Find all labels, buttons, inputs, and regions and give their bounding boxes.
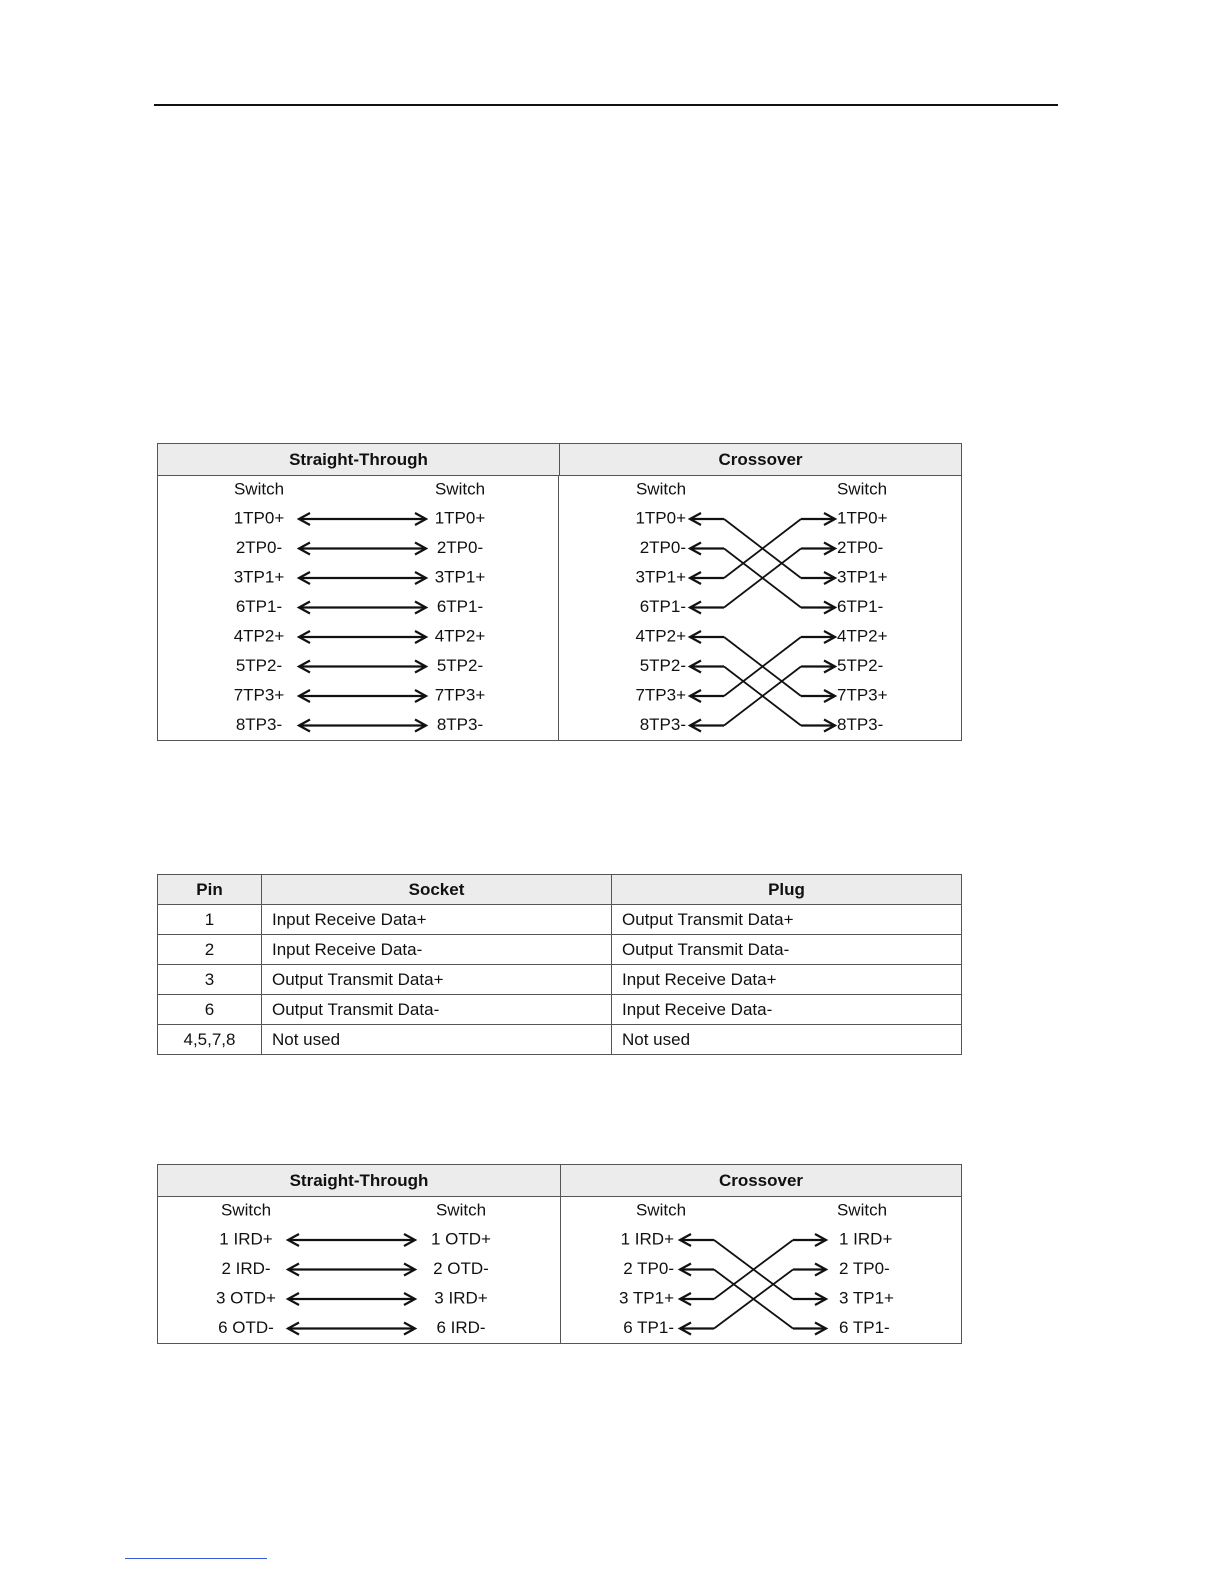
straight-left-pin: 5TP2- (235, 655, 283, 675)
plug-cell: Input Receive Data- (612, 995, 962, 1025)
crossover-left-pin: 1TP0+ (635, 508, 686, 528)
rj45-pin-table (157, 874, 962, 1055)
crossover-left-pin: 5TP2- (639, 655, 686, 675)
crossover-left-pin: 2TP0- (639, 537, 686, 557)
straight-left-pin: 2 IRD- (221, 1258, 271, 1278)
table-row (158, 965, 962, 995)
straight-right-pin: 3TP1+ (434, 567, 486, 587)
plug-cell: Not used (612, 1025, 962, 1055)
crossover-left-pin: 7TP3+ (635, 685, 686, 705)
crossover-title: Crossover (560, 1165, 961, 1196)
straight-left-pin: 3TP1+ (233, 567, 285, 587)
table-header-row (158, 875, 962, 905)
crossover-right-pin: 3TP1+ (837, 567, 888, 587)
straight-right-pin: 1 OTD+ (431, 1229, 491, 1249)
straight-through-title: Straight-Through (289, 449, 428, 469)
socket-cell: Input Receive Data- (262, 935, 612, 965)
plug-header: Plug (612, 875, 962, 905)
socket-cell: Output Transmit Data- (262, 995, 612, 1025)
straight-right-pin: 8TP3- (436, 714, 484, 734)
socket-cell: Input Receive Data+ (262, 905, 612, 935)
straight-left-pin: 8TP3- (235, 714, 283, 734)
plug-cell: Input Receive Data+ (612, 965, 962, 995)
crossover-left-pin: 3TP1+ (635, 567, 686, 587)
pin-header: Pin (158, 875, 262, 905)
diagram-header (158, 1165, 961, 1197)
straight-right-pin: 6 IRD- (436, 1317, 486, 1337)
straight-right-pin: 2 OTD- (433, 1258, 489, 1278)
socket-cell: Not used (262, 1025, 612, 1055)
crossover-right-pin: 1TP0+ (837, 508, 888, 528)
crossover-right-pin: 1 IRD+ (839, 1229, 893, 1249)
crossover-left-pin: 6TP1- (639, 596, 686, 616)
pin-cell: 1 (158, 905, 262, 935)
crossover-right-pin: 5TP2- (837, 655, 884, 675)
straight-right-pin: 7TP3+ (434, 685, 486, 705)
switch-label: Switch (220, 1200, 272, 1220)
straight-right-pin: 5TP2- (436, 655, 484, 675)
crossover-right-pin: 2TP0- (837, 537, 884, 557)
wiring-diagram-100base (157, 1164, 962, 1344)
straight-left-pin: 6 OTD- (218, 1317, 274, 1337)
straight-left-pin: 3 OTD+ (216, 1288, 276, 1308)
straight-left-pin: 6TP1- (235, 596, 283, 616)
pin-cell: 3 (158, 965, 262, 995)
crossover-right-pin: 2 TP0- (839, 1258, 890, 1278)
switch-label: Switch (435, 1200, 487, 1220)
crossover-right-pin: 4TP2+ (837, 626, 888, 646)
straight-right-pin: 1TP0+ (434, 508, 486, 528)
pin-cell: 2 (158, 935, 262, 965)
straight-left-pin: 2TP0- (235, 537, 283, 557)
wiring-lines-1 (158, 476, 963, 741)
table-row (158, 995, 962, 1025)
pin-cell: 6 (158, 995, 262, 1025)
straight-left-pin: 7TP3+ (233, 685, 285, 705)
wiring-lines-2 (158, 1197, 963, 1344)
plug-cell: Output Transmit Data+ (612, 905, 962, 935)
crossover-left-pin: 4TP2+ (635, 626, 686, 646)
wiring-diagram-1000base (157, 443, 962, 741)
diagram-header (158, 444, 961, 476)
switch-label: Switch (836, 1200, 888, 1220)
switch-label: Switch (434, 479, 486, 499)
switch-label: Switch (233, 479, 285, 499)
crossover-right-pin: 6 TP1- (839, 1317, 890, 1337)
socket-cell: Output Transmit Data+ (262, 965, 612, 995)
straight-left-pin: 1TP0+ (233, 508, 285, 528)
straight-left-pin: 1 IRD+ (219, 1229, 273, 1249)
crossover-left-pin: 3 TP1+ (619, 1288, 674, 1308)
table-row (158, 905, 962, 935)
straight-right-pin: 4TP2+ (434, 626, 486, 646)
switch-label: Switch (635, 1200, 687, 1220)
straight-left-pin: 4TP2+ (233, 626, 285, 646)
crossover-right-pin: 7TP3+ (837, 685, 888, 705)
crossover-right-pin: 6TP1- (837, 596, 884, 616)
table-row (158, 935, 962, 965)
crossover-right-pin: 3 TP1+ (839, 1288, 894, 1308)
crossover-title: Crossover (559, 444, 961, 475)
straight-through-title: Straight-Through (289, 1170, 429, 1190)
straight-right-pin: 2TP0- (436, 537, 484, 557)
crossover-left-pin: 8TP3- (639, 714, 686, 734)
header-rule (154, 104, 1058, 106)
crossover-left-pin: 2 TP0- (623, 1258, 674, 1278)
table-row (158, 1025, 962, 1055)
footer-link-rule (125, 1558, 267, 1559)
straight-right-pin: 6TP1- (436, 596, 484, 616)
plug-cell: Output Transmit Data- (612, 935, 962, 965)
straight-right-pin: 3 IRD+ (434, 1288, 488, 1308)
crossover-left-pin: 1 IRD+ (620, 1229, 674, 1249)
pin-cell: 4,5,7,8 (158, 1025, 262, 1055)
crossover-right-pin: 8TP3- (837, 714, 884, 734)
crossover-left-pin: 6 TP1- (623, 1317, 674, 1337)
switch-label: Switch (635, 479, 687, 499)
switch-label: Switch (836, 479, 888, 499)
socket-header: Socket (262, 875, 612, 905)
